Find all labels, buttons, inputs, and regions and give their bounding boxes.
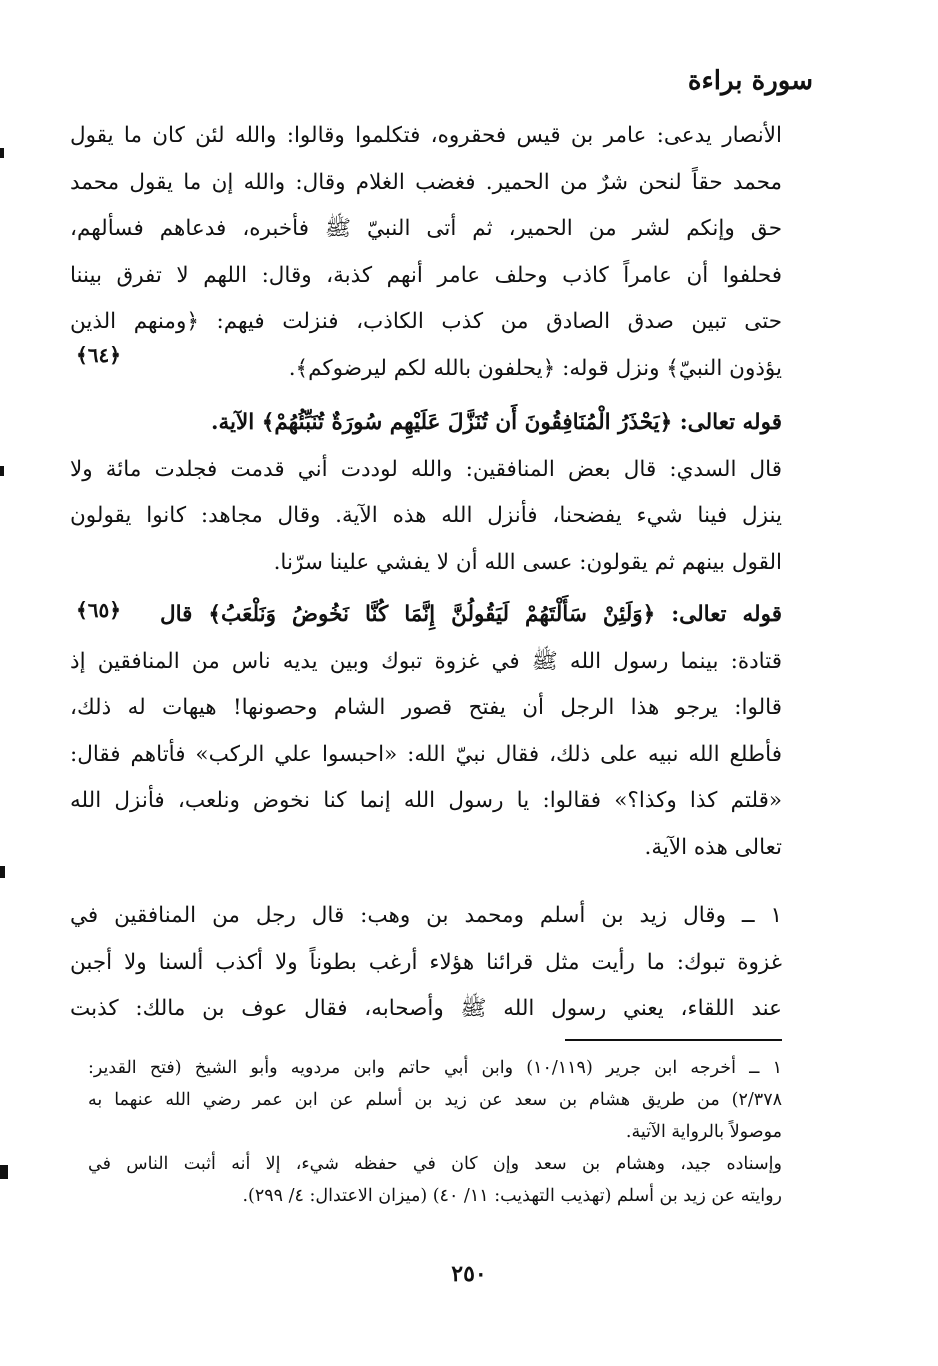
- paragraph-asbab-64: [70, 113, 782, 392]
- verse-heading: قوله تعالى: ﴿وَلَئِنْ سَأَلْتَهُمْ لَيَقُولُنَّ إِنَّمَا كُنَّا نَخُوضُ وَنَلْعَبُ﴾ قال: [160, 602, 782, 627]
- scan-edge-mark: [0, 866, 5, 878]
- footnotes: [88, 1052, 782, 1212]
- text-line: قتادة: بينما رسول الله ﷺ في غزوة تبوك وبين يديه ناس من المنافقين إذ: [70, 648, 782, 674]
- text-line: يؤذون النبيّ﴾ ونزل قوله: ﴿يحلفون بالله لكم ليرضوكم﴾.: [288, 355, 782, 381]
- text-line: حق وإنكم لشر من الحمير، ثم أتى النبيّ ﷺ فأخبره، فدعاهم فسألهم،: [70, 216, 782, 241]
- surah-header: سورة براءة: [687, 66, 813, 96]
- paragraph-verse-64: [70, 400, 782, 586]
- text-line: قال السدي: قال بعض المنافقين: والله لوددت أني قدمت فجلدت مائة ولا: [70, 456, 782, 482]
- text-line: محمد حقاً لنحن شرٌ من الحمير. فغضب الغلام وقال: والله إن ما يقول محمد: [70, 169, 782, 195]
- text-line: الأنصار يدعى: عامر بن قيس فحقروه، فتكلموا وقالوا: والله لئن كان ما يقول: [70, 123, 782, 148]
- text-line: «قلتم كذا وكذا؟» فقالوا: يا رسول الله إنما كنا نخوض ونلعب، فأنزل الله: [70, 788, 782, 813]
- paragraph-narration-1: [70, 893, 782, 1033]
- text-line: القول بينهم ثم يقولون: عسى الله أن لا يفشي علينا سرّنا.: [273, 549, 782, 575]
- scan-edge-mark: [0, 1165, 8, 1179]
- footnote-line: ٢/٣٧٨) من طريق هشام بن سعد عن زيد بن أسلم عن ابن عمر رضي الله عنهما به: [88, 1090, 782, 1110]
- text-line: ينزل فينا شيء يفضحنا، فأنزل الله هذه الآية. وقال مجاهد: كانوا يقولون: [70, 503, 782, 528]
- text-line: فأطلع الله نبيه على ذلك، فقال نبيّ الله: «احبسوا علي الركب» فأتاهم فقال:: [70, 741, 782, 767]
- footnote-line: روايته عن زيد بن أسلم (تهذيب التهذيب: ١١/ ٤٠) (ميزان الاعتدال: ٤/ ٢٩٩).: [242, 1186, 782, 1206]
- text-line: عند اللقاء، يعني رسول الله ﷺ وأصحابه، فقال عوف بن مالك: كذبت: [70, 996, 782, 1021]
- text-line: غزوة تبوك: ما رأيت مثل قرائنا هؤلاء أرغب بطوناً ولا أكذب ألسنا ولا أجبن: [70, 949, 782, 975]
- footnote-line: وإسناده جيد، وهشام بن سعد وإن كان في حفظه شيء، إلا أنه أثبت الناس في: [88, 1154, 782, 1174]
- text-line: ١ ــ وقال زيد بن أسلم ومحمد بن وهب: قال رجل من المنافقين في: [70, 903, 782, 928]
- footnote-line: موصولاً بالرواية الآتية.: [625, 1122, 782, 1142]
- text-line: فحلفوا أن عامراً كاذب وحلف عامر أنهم كذبة، وقال: اللهم لا تفرق بيننا: [70, 262, 782, 288]
- footnote-line: ١ ــ أخرجه ابن جرير (١٠/١١٩) وابن أبي حاتم وابن مردويه وأبو الشيخ (فتح القدير:: [88, 1058, 782, 1078]
- text-line: حتى تبين صدق الصادق من كذب الكاذب، فنزلت فيهم: ﴿ومنهم الذين: [70, 309, 782, 334]
- scan-edge-mark: [0, 148, 4, 158]
- page-number: ٢٥٠: [451, 1261, 487, 1287]
- scan-edge-mark: [0, 466, 4, 476]
- paragraph-verse-65: [70, 592, 782, 871]
- text-line: تعالى هذه الآية.: [644, 834, 782, 860]
- verse-heading: قوله تعالى: ﴿يَحْذَرُ الْمُنَافِقُونَ أَن تُنَزَّلَ عَلَيْهِم سُورَةٌ تُنَبِّئُهُمْ﴾ الآية.: [211, 410, 782, 435]
- verse-number-marker: ﴿٦٥﴾: [76, 598, 121, 622]
- verse-number-marker: ﴿٦٤﴾: [76, 343, 121, 367]
- footnote-divider: [565, 1039, 782, 1041]
- text-line: قالوا: يرجو هذا الرجل أن يفتح قصور الشام وحصونها! هيهات له ذلك،: [70, 695, 782, 720]
